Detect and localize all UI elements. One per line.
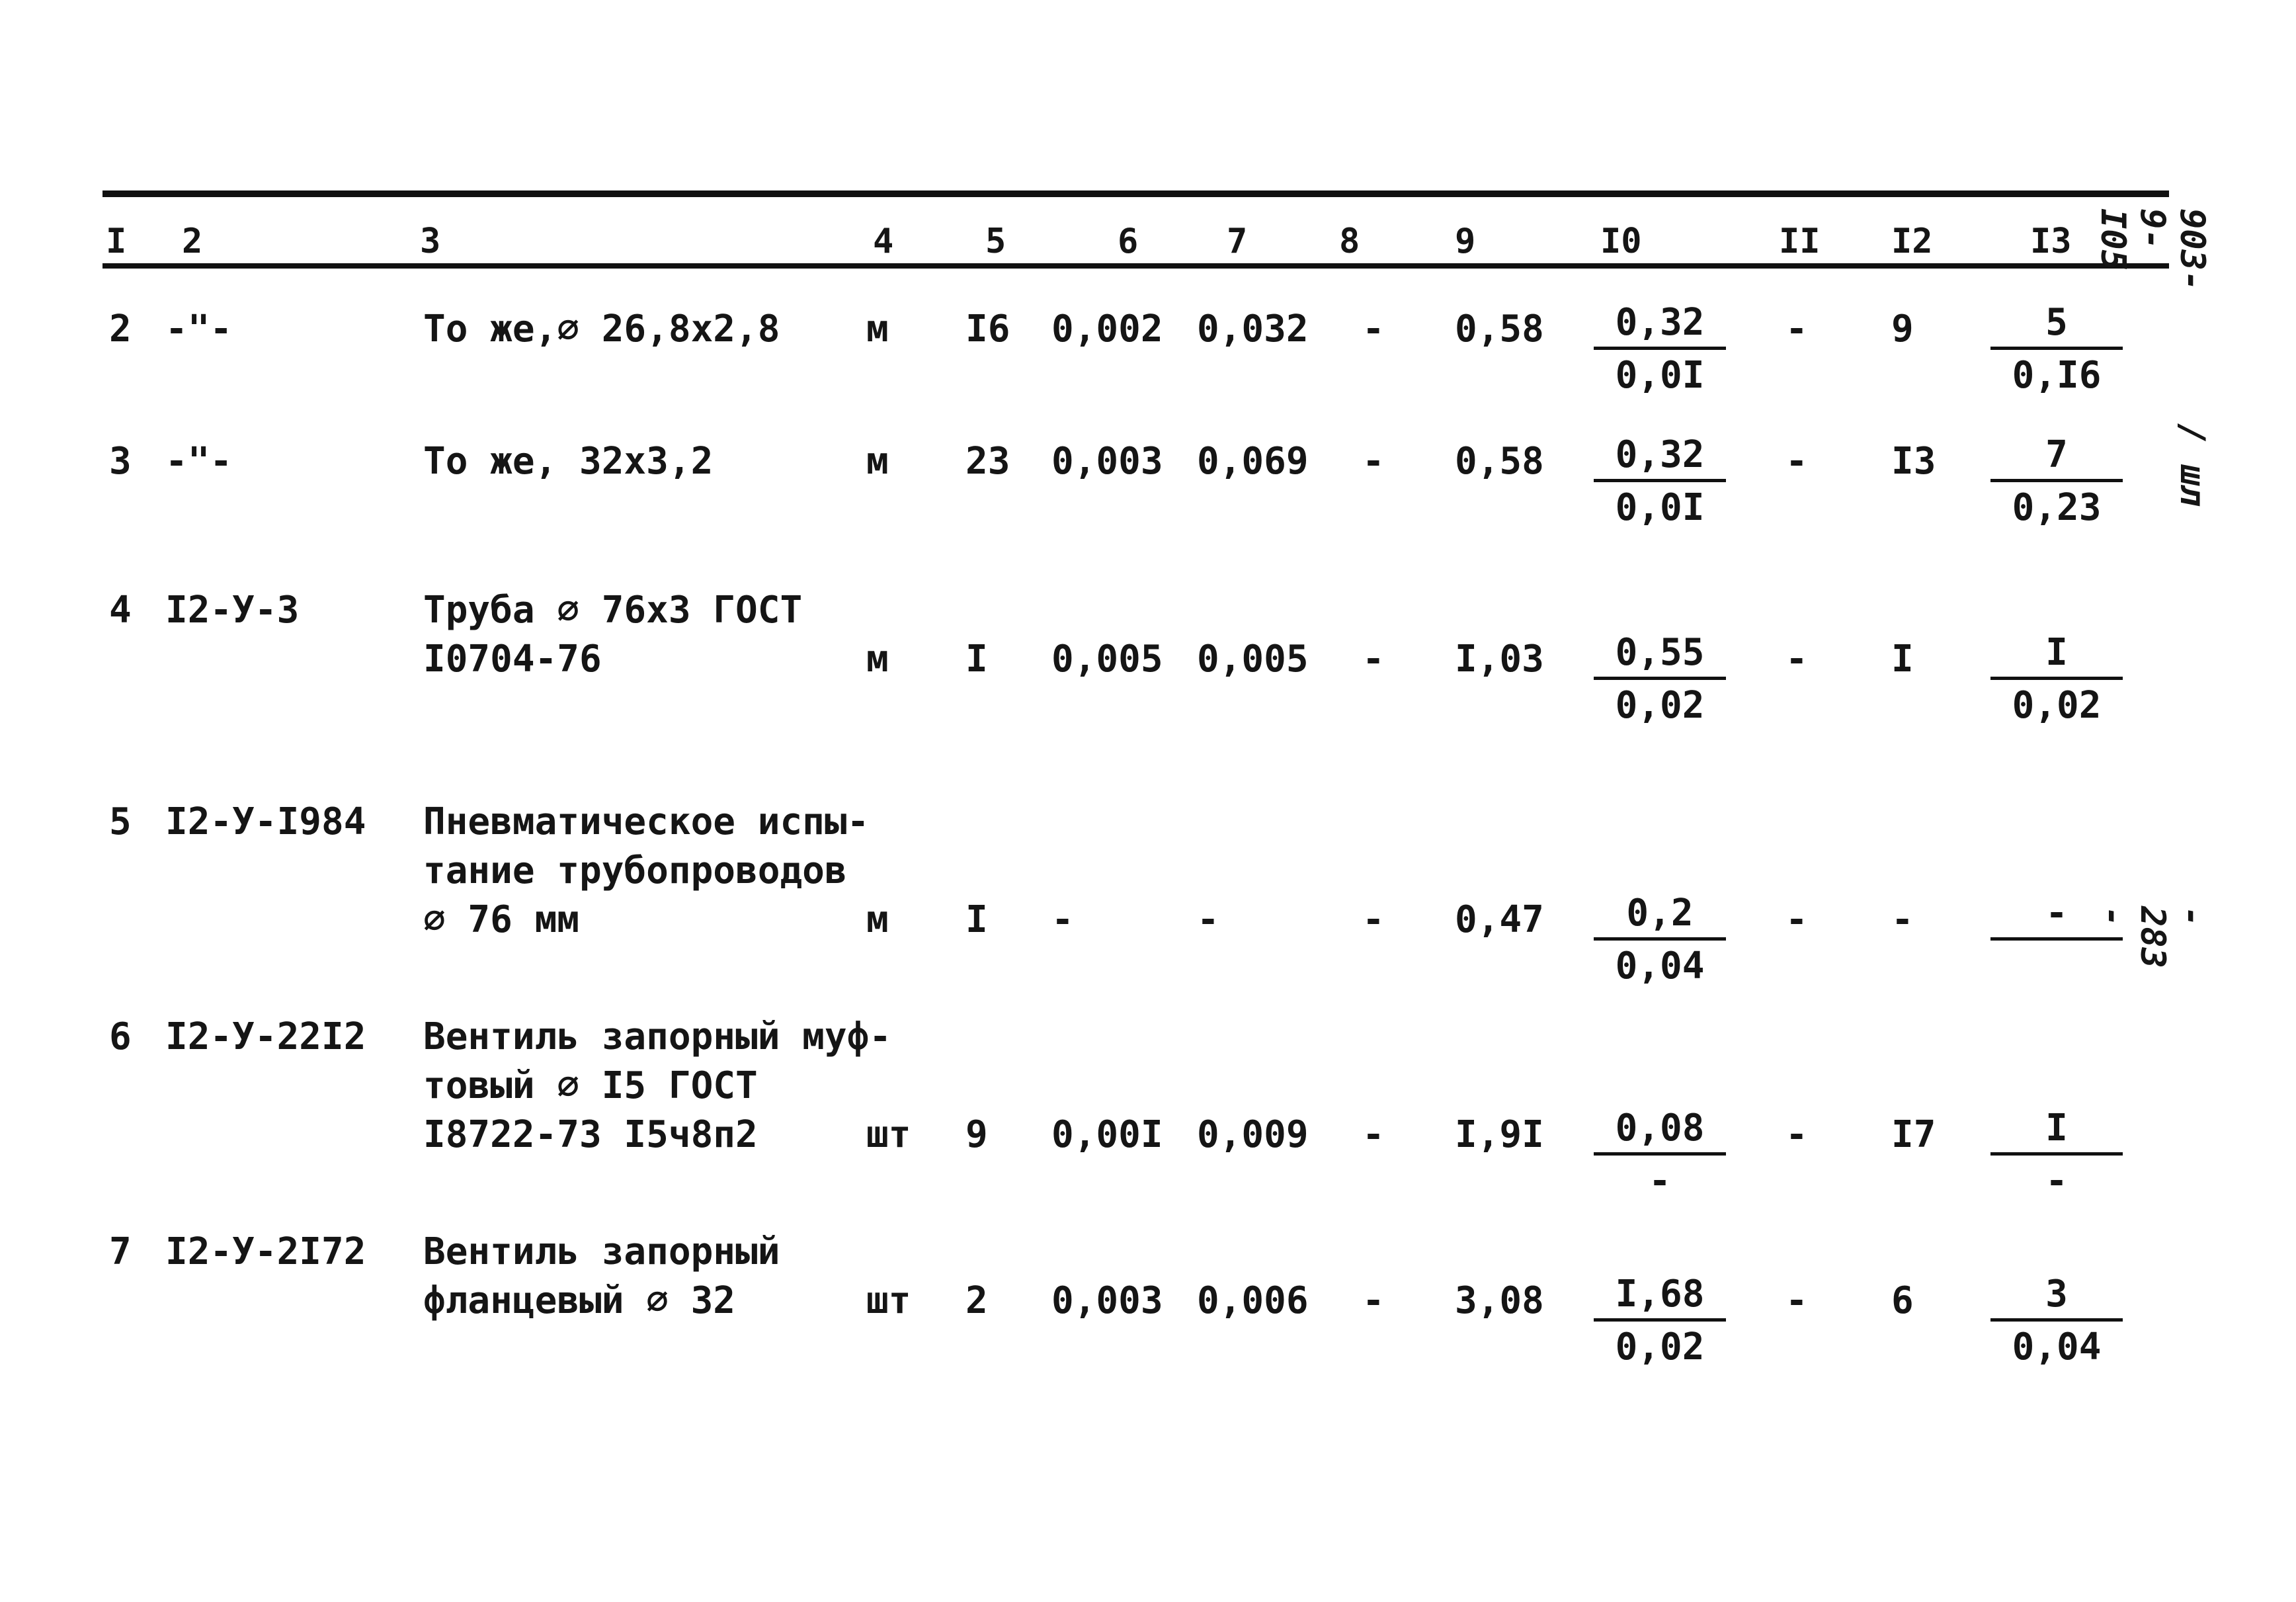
col-6-value: 0,003 [1051,1279,1163,1322]
col-6-value: 0,00I [1051,1113,1163,1156]
col-13-fraction [1990,301,2123,397]
col-13-fraction [1990,1107,2123,1202]
col-7-value: 0,069 [1197,440,1309,483]
col-9-value: 0,58 [1455,308,1544,351]
rate-code: -"- [165,308,233,351]
description-line: I0704-76 [423,638,602,681]
description-line: Вентиль запорный муф- [423,1015,892,1058]
unit: м [866,898,889,941]
rate-code: I2-У-22I2 [165,1015,366,1058]
row-number: 3 [109,440,132,483]
column-header-10: I0 [1600,222,1642,261]
col-10-fraction-denominator: 0,04 [1615,945,1705,988]
col-10-fraction [1594,892,1726,988]
column-header-13: I3 [2030,222,2072,261]
col-10-fraction-numerator: I,68 [1594,1273,1726,1322]
col-10-fraction [1594,1273,1726,1369]
col-8-value: - [1362,308,1385,351]
col-8-value: - [1362,638,1385,681]
rate-code: I2-У-3 [165,589,300,632]
quantity: 9 [965,1113,988,1156]
col-12-value: 6 [1891,1279,1914,1322]
col-8-value: - [1362,1113,1385,1156]
description-line: тание трубопроводов [423,849,847,892]
rate-code: -"- [165,440,233,483]
col-7-value: 0,032 [1197,308,1309,351]
col-9-value: 3,08 [1455,1279,1544,1322]
col-10-fraction-numerator: 0,08 [1594,1107,1726,1156]
col-8-value: - [1362,1279,1385,1322]
description-line: I8722-73 I5ч8п2 [423,1113,758,1156]
column-header-2: 2 [182,222,203,261]
col-10-fraction [1594,433,1726,529]
col-11-value: - [1785,308,1808,351]
column-header-6: 6 [1118,222,1139,261]
unit: м [866,638,889,681]
quantity: I [965,638,988,681]
col-10-fraction-denominator: - [1649,1159,1671,1202]
col-9-value: I,9I [1455,1113,1544,1156]
row-number: 6 [109,1015,132,1058]
col-6-value: 0,005 [1051,638,1163,681]
col-13-fraction-numerator: 7 [1990,433,2123,482]
col-10-fraction-numerator: 0,55 [1594,631,1726,680]
col-13-fraction-denominator: 0,I6 [2012,354,2102,397]
col-13-fraction-numerator: I [1990,631,2123,680]
quantity: I [965,898,988,941]
row-number: 4 [109,589,132,632]
margin-sheet-label: / шл [2172,423,2212,507]
col-13-fraction-numerator: I [1990,1107,2123,1156]
col-9-value: I,03 [1455,638,1544,681]
description-line: То же, 32x3,2 [423,440,714,483]
col-12-value: I3 [1891,440,1936,483]
table-top-rule [102,190,2169,197]
col-11-value: - [1785,898,1808,941]
col-9-value: 0,58 [1455,440,1544,483]
col-7-value: 0,005 [1197,638,1309,681]
col-6-value: 0,003 [1051,440,1163,483]
margin-doc-code: 903-9-I05 [2093,208,2212,292]
column-header-3: 3 [420,222,441,261]
column-header-11: II [1779,222,1821,261]
quantity: 2 [965,1279,988,1322]
column-header-8: 8 [1339,222,1360,261]
col-11-value: - [1785,1279,1808,1322]
unit: шт [866,1279,911,1322]
column-header-7: 7 [1227,222,1248,261]
column-header-4: 4 [873,222,894,261]
row-number: 7 [109,1230,132,1273]
col-13-fraction-numerator: 5 [1990,301,2123,350]
col-13-fraction [1990,1273,2123,1369]
description-line: Труба ∅ 76x3 ГОСТ [423,589,803,632]
col-6-value: - [1051,898,1074,941]
quantity: I6 [965,308,1010,351]
description-line: Вентиль запорный [423,1230,780,1273]
unit: м [866,308,889,351]
col-12-value: 9 [1891,308,1914,351]
col-10-fraction-numerator: 0,2 [1594,892,1726,941]
col-10-fraction [1594,631,1726,727]
col-6-value: 0,002 [1051,308,1163,351]
description-line: фланцевый ∅ 32 [423,1279,736,1322]
col-13-fraction-denominator: - [2045,1159,2068,1202]
description-line: ∅ 76 мм [423,898,580,941]
rate-code: I2-У-I984 [165,800,366,843]
col-13-fraction-denominator: 0,23 [2012,486,2102,529]
col-11-value: - [1785,638,1808,681]
col-13-fraction-numerator: - [1990,892,2123,941]
col-12-value: I7 [1891,1113,1936,1156]
margin-page-number: - 283 - [2093,906,2212,968]
col-7-value: 0,006 [1197,1279,1309,1322]
col-13-fraction-numerator: 3 [1990,1273,2123,1322]
unit: м [866,440,889,483]
col-10-fraction-denominator: 0,0I [1615,354,1705,397]
column-header-1: I [106,222,127,261]
description-line: Пневматическое испы- [423,800,870,843]
unit: шт [866,1113,911,1156]
col-13-fraction [1990,631,2123,727]
col-10-fraction [1594,1107,1726,1202]
col-10-fraction-numerator: 0,32 [1594,301,1726,350]
col-10-fraction-denominator: 0,02 [1615,684,1705,727]
quantity: 23 [965,440,1010,483]
row-number: 5 [109,800,132,843]
column-header-9: 9 [1455,222,1476,261]
col-8-value: - [1362,898,1385,941]
col-10-fraction [1594,301,1726,397]
col-12-value: I [1891,638,1914,681]
col-13-fraction-denominator: 0,02 [2012,684,2102,727]
description-line: То же,∅ 26,8x2,8 [423,308,780,351]
col-13-fraction-denominator: 0,04 [2012,1326,2102,1369]
col-7-value: 0,009 [1197,1113,1309,1156]
col-13-fraction [1990,433,2123,529]
rate-code: I2-У-2I72 [165,1230,366,1273]
col-9-value: 0,47 [1455,898,1544,941]
header-bottom-rule [102,263,2169,269]
row-number: 2 [109,308,132,351]
col-7-value: - [1197,898,1219,941]
col-11-value: - [1785,1113,1808,1156]
col-10-fraction-denominator: 0,02 [1615,1326,1705,1369]
description-line: товый ∅ I5 ГОСТ [423,1064,758,1107]
col-12-value: - [1891,898,1914,941]
col-8-value: - [1362,440,1385,483]
column-header-5: 5 [985,222,1006,261]
col-10-fraction-denominator: 0,0I [1615,486,1705,529]
col-11-value: - [1785,440,1808,483]
col-10-fraction-numerator: 0,32 [1594,433,1726,482]
column-header-12: I2 [1891,222,1933,261]
